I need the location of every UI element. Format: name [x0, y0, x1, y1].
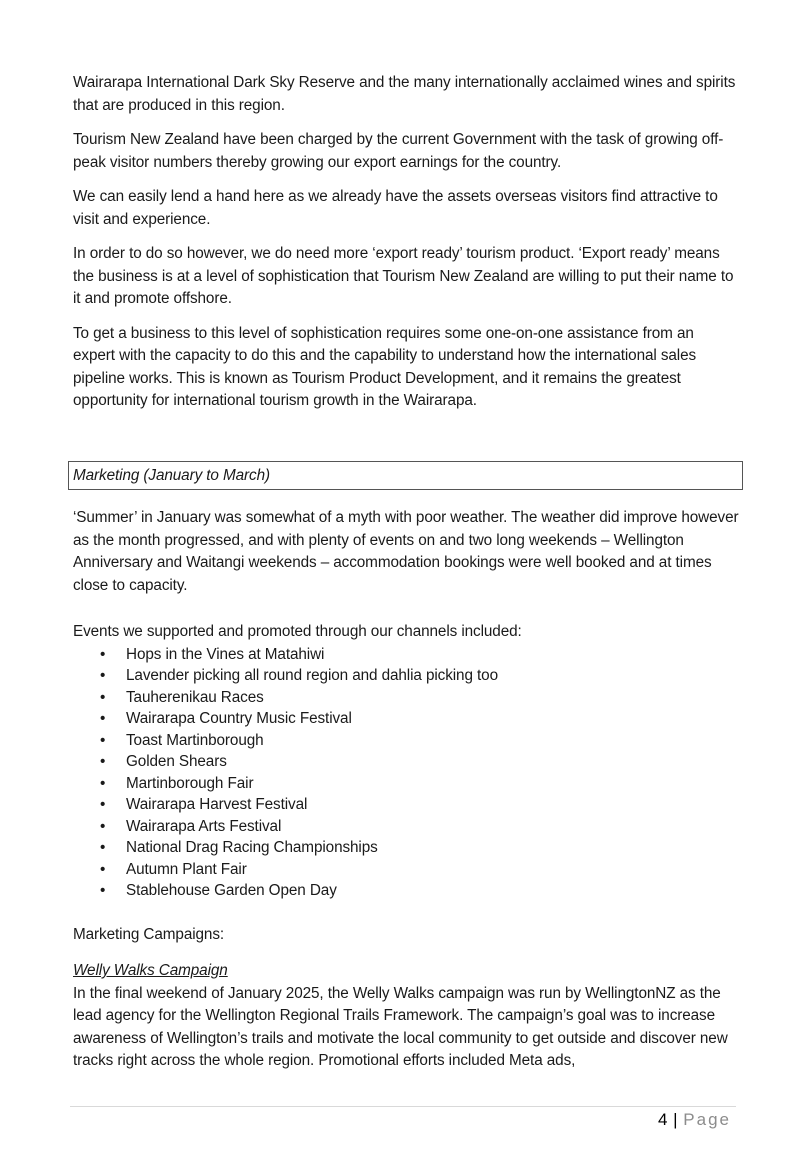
- list-item: • Toast Martinborough: [73, 730, 739, 752]
- paragraph-lend-hand: We can easily lend a hand here as we already have the assets overseas visitors find attractive to visit and experience.: [73, 188, 718, 228]
- page-label: Page: [683, 1110, 731, 1129]
- campaign-description: In the final weekend of January 2025, the Welly Walks campaign was run by WellingtonNZ as the lead agency for the Wellington Regional Trails Framework. The campaign’s goal was to increase awareness of Wellington’s trails and motivate the local community to get outside and discover new tracks right across the whole region. Promotional efforts included Meta ads,: [73, 984, 728, 1069]
- list-item: • Tauherenikau Races: [73, 687, 739, 709]
- list-item: • Wairarapa Arts Festival: [73, 816, 739, 838]
- paragraph-product-development: To get a business to this level of sophistication requires some one-on-one assistance from an expert with the capacity to do this and the capability to understand how the international sales pipeline works. This is known as Tourism Product Development, and it remains the greatest opportunity for international tourism growth in the Wairarapa.: [73, 324, 697, 409]
- paragraph-export-ready: In order to do so however, we do need more ‘export ready’ tourism product. ‘Export ready’ means the business is at a level of sophistication that Tourism New Zealand are willing to put their name to it and promote offshore.: [73, 245, 734, 307]
- footer-divider: [70, 1106, 736, 1107]
- campaign-title: Welly Walks Campaign: [73, 962, 228, 979]
- list-item: • Golden Shears: [73, 751, 739, 773]
- list-item: • Wairarapa Harvest Festival: [73, 794, 739, 816]
- section-heading-marketing: Marketing (January to March): [68, 461, 743, 491]
- list-item: • Wairarapa Country Music Festival: [73, 708, 739, 730]
- page-number-value: 4: [657, 1110, 668, 1129]
- list-item: • Autumn Plant Fair: [73, 859, 739, 881]
- paragraph-tourism-nz: Tourism New Zealand have been charged by the current Government with the task of growing off-peak visitor numbers thereby growing our export earnings for the country.: [73, 131, 724, 171]
- document-page: [73, 72, 739, 1085]
- list-item: • Martinborough Fair: [73, 773, 739, 795]
- page-number: [658, 1108, 731, 1132]
- list-item: • National Drag Racing Championships: [73, 837, 739, 859]
- spacer: [73, 425, 739, 461]
- list-item: • Hops in the Vines at Matahiwi: [73, 644, 739, 666]
- list-item: • Stablehouse Garden Open Day: [73, 880, 739, 902]
- paragraph-summer: ‘Summer’ in January was somewhat of a myth with poor weather. The weather did improve however as the month progressed, and with plenty of events on and two long weekends – Wellington Anniversary and Waitangi weekends – accommodation bookings were well booked and at times close to capacity.: [73, 509, 739, 594]
- list-item: • Lavender picking all round region and dahlia picking too: [73, 665, 739, 687]
- page-number-separator: |: [673, 1110, 679, 1129]
- campaigns-heading: Marketing Campaigns:: [73, 925, 225, 943]
- paragraph-dark-sky: Wairarapa International Dark Sky Reserve and the many internationally acclaimed wines and spirits that are produced in this region.: [73, 74, 736, 114]
- events-list: [73, 644, 739, 902]
- events-intro: Events we supported and promoted through our channels included:: [73, 623, 522, 640]
